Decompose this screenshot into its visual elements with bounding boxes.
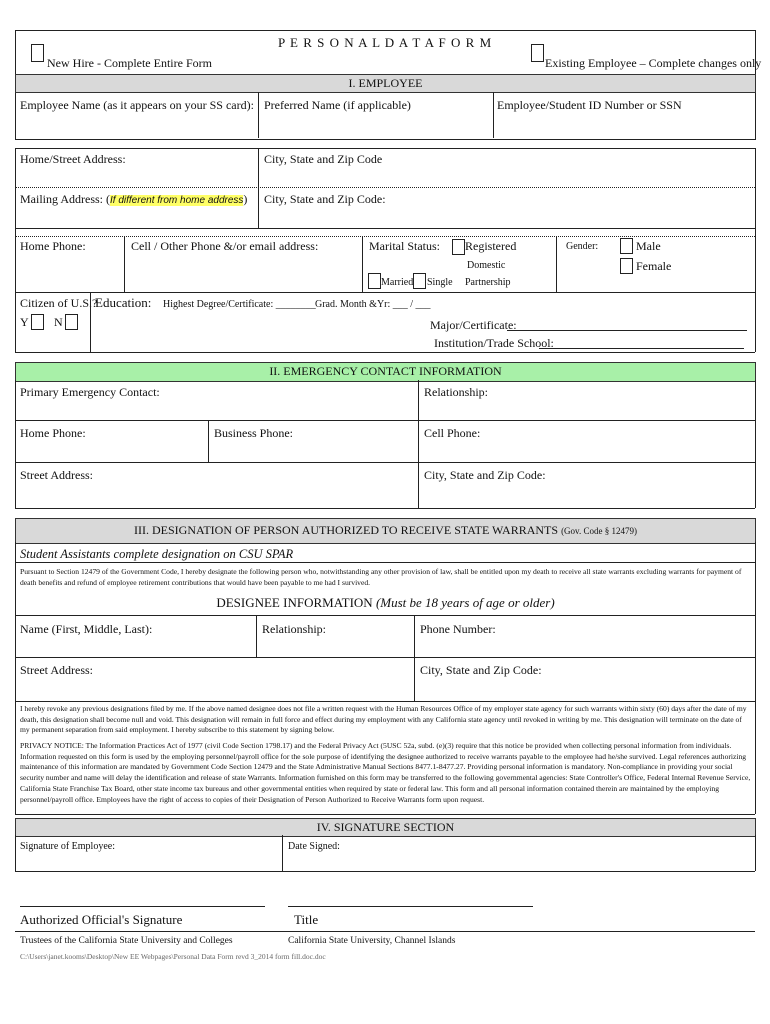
business-phone-label: Business Phone: — [214, 426, 294, 440]
form-title: P E R S O N A L D A T A F O R M — [278, 35, 493, 50]
registered-checkbox[interactable] — [452, 239, 465, 255]
designee-title: DESIGNEE INFORMATION — [216, 595, 373, 610]
gov-code: (Gov. Code § 12479) — [561, 526, 637, 536]
designation-title-text: III. DESIGNATION OF PERSON AUTHORIZED TO RECEIVE STATE WARRANTS — [134, 523, 559, 537]
mailing-address-label — [20, 192, 247, 208]
employee-name-label: Employee Name (as it appears on your SS card): — [20, 98, 254, 112]
divider — [90, 292, 91, 352]
row-line — [15, 701, 755, 702]
left-border — [15, 835, 16, 871]
row-line — [15, 615, 755, 616]
male-checkbox[interactable] — [620, 238, 633, 254]
csu-label: California State University, Channel Islands — [288, 936, 456, 946]
gender-label: Gender: — [566, 241, 599, 252]
file-path: C:\Users\janet.kooms\Desktop\New EE Webpages\Personal Data Form revd 3_2014 form fill.doc.doc — [20, 952, 326, 961]
row-line — [15, 139, 755, 140]
row-line — [15, 931, 755, 932]
citizen-label: Citizen of U.S.? — [20, 296, 98, 310]
preferred-name-label: Preferred Name (if applicable) — [264, 98, 411, 112]
right-border — [755, 835, 756, 871]
citizen-no-label: N — [54, 315, 63, 329]
designation-paragraph: Pursuant to Section 12479 of the Government Code, I hereby designate the following person who, notwithstanding any other provision of law, shall be entitled upon my death to receive all state warrants excluding warrants for payment of death benefits and refund of employee retirement contributions that would have been payable to me had I survived. — [20, 567, 742, 587]
single-checkbox[interactable] — [413, 273, 426, 289]
divider — [124, 236, 125, 292]
emergency-city-label: City, State and Zip Code: — [424, 468, 546, 482]
row-line — [15, 871, 755, 872]
official-signature-line — [20, 906, 265, 907]
divider — [258, 92, 259, 138]
city-state-zip-label: City, State and Zip Code — [264, 152, 383, 166]
row-line — [15, 236, 755, 237]
partnership-label: Partnership — [465, 277, 511, 288]
citizen-no-checkbox[interactable] — [65, 314, 78, 330]
registered-label: Registered — [465, 239, 517, 253]
row-line — [15, 562, 755, 563]
divider — [362, 236, 363, 292]
single-label: Single — [427, 277, 453, 288]
male-label: Male — [636, 239, 661, 253]
right-border — [755, 542, 756, 814]
designee-heading — [15, 596, 756, 610]
education-label: Education: — [95, 295, 152, 310]
citizen-yes-label: Y — [20, 315, 29, 329]
primary-contact-label: Primary Emergency Contact: — [20, 385, 160, 399]
revocation-paragraph: I hereby revoke any previous designations filed by me. If the above named designee does not file a written request with the Human Resources Office of my employer state agency for such warrants within sixty (60) days after the date of my death, this designation shall become null and void. This designation will remain in full force and effect during my employment with any California state agency until revoked in writing by me. This designation will terminate on the date of my permanent separation from said employment. I hereby subscribe to this statement by signing below. — [20, 704, 747, 735]
relationship-label: Relationship: — [424, 385, 488, 399]
home-phone-label: Home Phone: — [20, 239, 86, 253]
married-checkbox[interactable] — [368, 273, 381, 289]
date-signed-label[interactable]: Date Signed: — [288, 841, 340, 852]
divider — [556, 236, 557, 292]
official-title-label[interactable]: Title — [294, 912, 319, 927]
new-hire-label: New Hire - Complete Entire Form — [47, 56, 212, 70]
institution-label: Institution/Trade School: — [434, 336, 554, 350]
major-line — [507, 330, 747, 331]
privacy-notice: PRIVACY NOTICE: The Information Practices Act of 1977 (civil Code Section 1798.17) and the Federal Privacy Act (5USC 52a, subd. (e)(3) require that this notice be provided when collecting personal information from individuals. Information requested on this form is used by the employing personnel/payroll office for the sole purpose of identifying the designee authorized to receive warrants payable to the employee had he/she survived. Legal references authorizing maintenance of this information are mandated by Government Code Section 12479 and the State Administrative Manual Sections 8477.1-8477.27. Providing personal information is mandatory. Non-compliance in providing your social security number and name will delay the identification and release of state Warrants. Information furnished on this form may be transferred to the following governmental agencies: State Controller's Office, Federal Internal Revenue Service, California State Franchise Tax Board, other state income tax bureaus and other governmental entities when required by state or federal law. This form and all personal information contained therein are maintained by the employing personnel/payroll office. Employees have the right of access to copies of their Designation of Person Authorized to Receive Warrants form upon request. — [20, 741, 751, 804]
married-label: Married — [381, 277, 414, 288]
authorized-signature-label[interactable]: Authorized Official's Signature — [20, 912, 183, 927]
divider — [418, 380, 419, 508]
employee-id-label: Employee/Student ID Number or SSN — [497, 98, 682, 112]
trustees-label: Trustees of the California State University and Colleges — [20, 936, 233, 946]
section-designation-title — [15, 523, 756, 538]
section-emergency-title: II. EMERGENCY CONTACT INFORMATION — [269, 364, 502, 378]
row-line — [15, 148, 755, 149]
designee-city-label: City, State and Zip Code: — [420, 663, 542, 677]
female-checkbox[interactable] — [620, 258, 633, 274]
divider — [208, 420, 209, 462]
section-signature-title: IV. SIGNATURE SECTION — [316, 820, 455, 834]
mailing-address-hint: If different from home address — [110, 195, 244, 206]
emergency-street-label: Street Address: — [20, 468, 93, 482]
divider — [256, 615, 257, 657]
right-border — [755, 148, 756, 352]
divider — [282, 835, 283, 871]
mailing-city-label: City, State and Zip Code: — [264, 192, 386, 206]
emergency-cell-label: Cell Phone: — [424, 426, 481, 440]
right-border — [755, 380, 756, 508]
row-line — [15, 228, 755, 229]
cell-label: Cell / Other Phone &/or email address: — [131, 239, 319, 253]
designee-name-label: Name (First, Middle, Last): — [20, 622, 153, 636]
mailing-address-close: ) — [243, 192, 248, 206]
designee-phone-label: Phone Number: — [420, 622, 496, 636]
row-line — [15, 657, 755, 658]
existing-employee-checkbox[interactable] — [531, 44, 544, 62]
home-address-label: Home/Street Address: — [20, 152, 126, 166]
left-border — [15, 148, 16, 352]
section-employee-title: I. EMPLOYEE — [348, 76, 423, 90]
row-line — [15, 462, 755, 463]
new-hire-checkbox[interactable] — [31, 44, 44, 62]
grad-date-label: Grad. Month &Yr: ___ / ___ — [315, 299, 431, 310]
left-border — [15, 380, 16, 508]
designee-age-note: (Must be 18 years of age or older) — [375, 595, 555, 610]
row-line — [15, 292, 755, 293]
designee-relationship-label: Relationship: — [262, 622, 326, 636]
mailing-address-text: Mailing Address: ( — [20, 192, 110, 206]
degree-label: Highest Degree/Certificate: ________ — [163, 299, 316, 310]
designee-street-label: Street Address: — [20, 663, 93, 677]
institution-line — [539, 348, 744, 349]
existing-employee-label: Existing Employee – Complete changes only — [545, 56, 762, 70]
domestic-label: Domestic — [467, 260, 506, 271]
divider — [493, 92, 494, 138]
employee-signature-label[interactable]: Signature of Employee: — [20, 841, 115, 852]
row-line — [15, 420, 755, 421]
divider — [414, 615, 415, 701]
divider — [258, 148, 259, 228]
row-line — [15, 187, 755, 188]
row-line — [15, 814, 755, 815]
row-line — [15, 508, 755, 509]
major-label: Major/Certificate: — [430, 318, 517, 332]
marital-status-label: Marital Status: — [369, 239, 440, 253]
emergency-home-phone-label: Home Phone: — [20, 426, 86, 440]
top-border — [15, 30, 755, 31]
row-line — [15, 352, 755, 353]
official-title-line — [288, 906, 533, 907]
female-label: Female — [636, 259, 672, 273]
student-assistants-note: Student Assistants complete designation on CSU SPAR — [20, 547, 294, 561]
citizen-yes-checkbox[interactable] — [31, 314, 44, 330]
left-border — [15, 542, 16, 814]
